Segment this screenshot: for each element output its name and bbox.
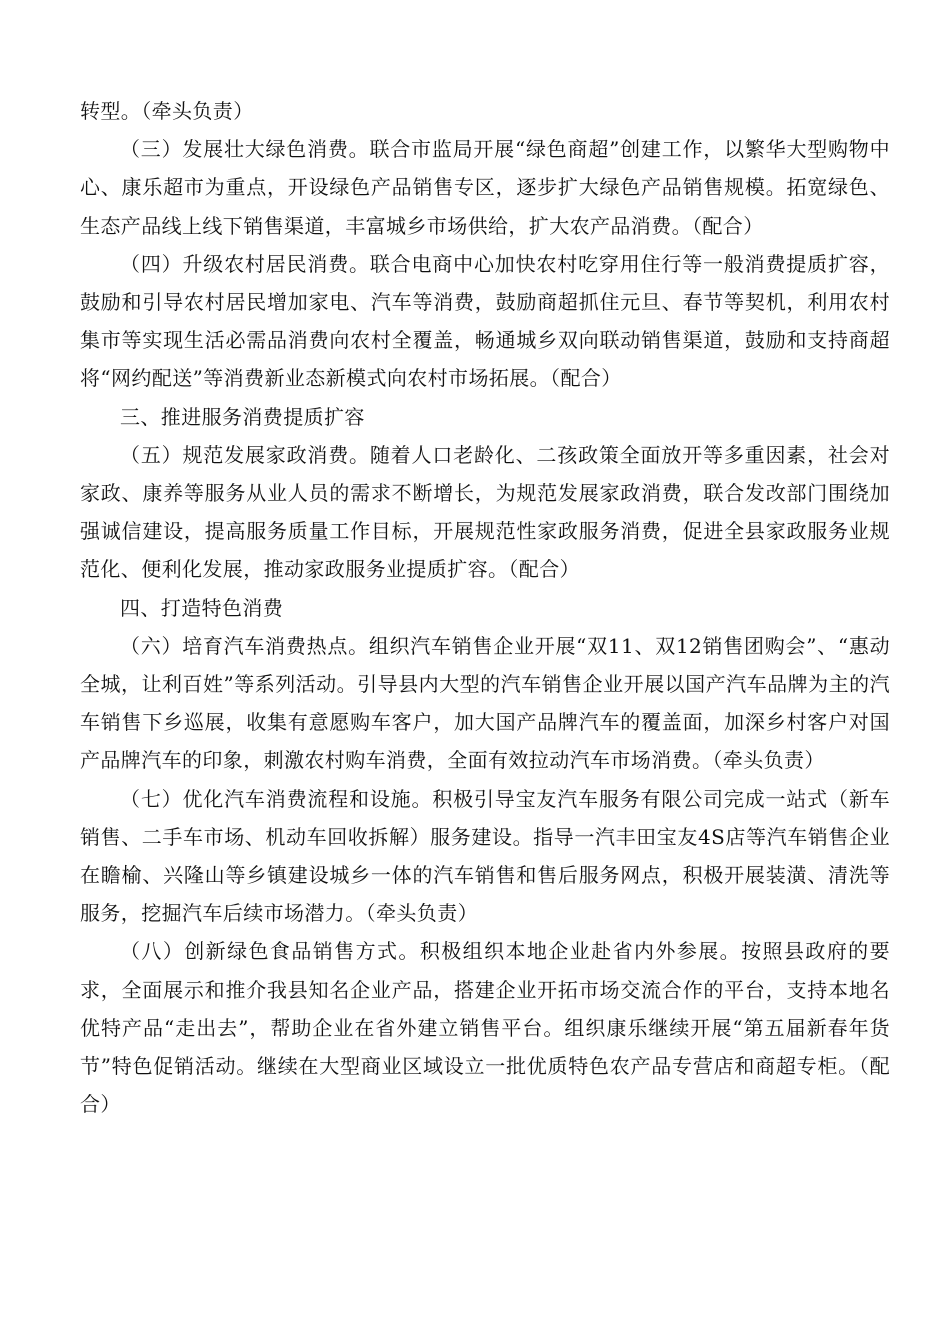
paragraph-auto-process-facilities: （七）优化汽车消费流程和设施。积极引导宝友汽车服务有限公司完成一站式（新车销售、二手车市场、机动车回收拆解）服务建设。指导一汽丰田宝友4S店等汽车销售企业在瞻榆、兴隆山等乡镇建设城乡一体的汽车销售和售后服务网点，积极开展装潢、清洗等服务，挖掘汽车后续市场潜力。（牵头负责）: [80, 786, 890, 926]
paragraph-housekeeping-consumption: （五）规范发展家政消费。随着人口老龄化、二孩政策全面放开等多重因素，社会对家政、康养等服务从业人员的需求不断增长，为规范发展家政消费，联合发改部门围绕加强诚信建设，提高服务质量工作目标，开展规范性家政服务消费，促进全县家政服务业规范化、便利化发展，推动家政服务业提质扩容。（配合）: [80, 442, 890, 582]
section-heading-featured-consumption: 四、打造特色消费: [120, 595, 284, 620]
paragraph-green-consumption: （三）发展壮大绿色消费。联合市监局开展“绿色商超”创建工作，以繁华大型购物中心、康乐超市为重点，开设绿色产品销售专区，逐步扩大绿色产品销售规模。拓宽绿色、生态产品线上线下销售渠道，丰富城乡市场供给，扩大农产品消费。（配合）: [80, 137, 890, 238]
paragraph-auto-consumption-hotspot: （六）培育汽车消费热点。组织汽车销售企业开展“双11、双12销售团购会”、“惠动全城，让利百姓”等系列活动。引导县内大型的汽车销售企业开展以国产汽车品牌为主的汽车销售下乡巡展，收集有意愿购车客户，加大国产品牌汽车的覆盖面，加深乡村客户对国产品牌汽车的印象，刺激农村购车消费，全面有效拉动汽车市场消费。（牵头负责）: [80, 633, 890, 773]
paragraph-continuation: 转型。（牵头负责）: [80, 99, 254, 123]
paragraph-green-food-sales: （八）创新绿色食品销售方式。积极组织本地企业赴省内外参展。按照县政府的要求，全面展示和推介我县知名企业产品，搭建企业开拓市场交流合作的平台，支持本地名优特产品“走出去”，帮助企业在省外建立销售平台。组织康乐继续开展“第五届新春年货节”特色促销活动。继续在大型商业区域设立一批优质特色农产品专营店和商超专柜。（配合）: [80, 939, 890, 1117]
document-page: [80, 92, 890, 1123]
paragraph-rural-consumption: （四）升级农村居民消费。联合电商中心加快农村吃穿用住行等一般消费提质扩容，鼓励和引导农村居民增加家电、汽车等消费，鼓励商超抓住元旦、春节等契机，利用农村集市等实现生活必需品消费向农村全覆盖，畅通城乡双向联动销售渠道，鼓励和支持商超将“网约配送”等消费新业态新模式向农村市场拓展。（配合）: [80, 251, 890, 391]
section-heading-service-consumption: 三、推进服务消费提质扩容: [120, 404, 365, 429]
